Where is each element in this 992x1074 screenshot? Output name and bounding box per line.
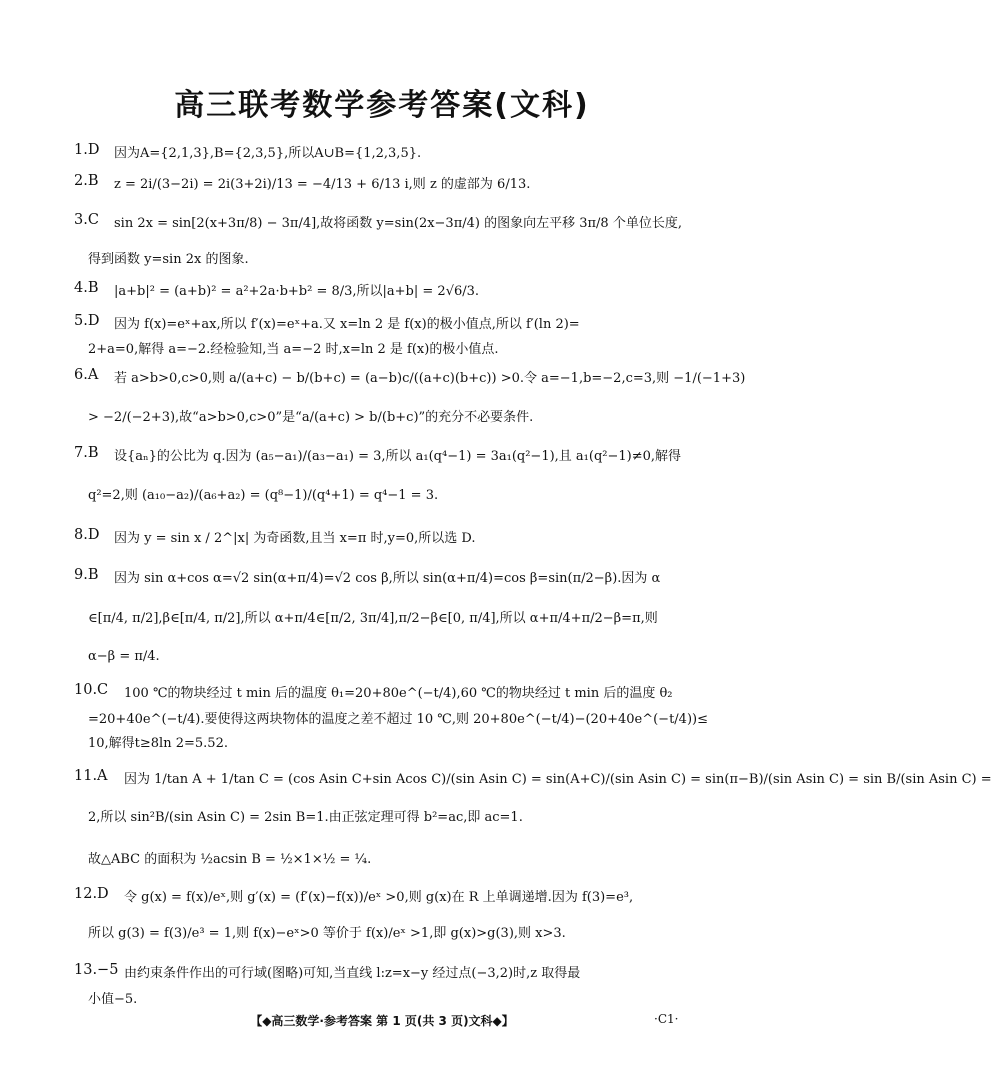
answer-text: z = 2i/(3−2i) = 2i(3+2i)/13 = −4/13 + 6/13 i,则 z 的虚部为 6/13.	[114, 177, 531, 192]
answer-number: 4.B	[74, 280, 99, 296]
answer-number: 11.A	[74, 768, 108, 784]
answer-number: 7.B	[74, 445, 99, 461]
answer-text: sin 2x = sin[2(x+3π/8) − 3π/4],故将函数 y=sin(2x−3π/4) 的图象向左平移 3π/8 个单位长度,	[114, 216, 682, 231]
answer-text: 所以 g(3) = f(3)/e³ = 1,则 f(x)−eˣ>0 等价于 f(x)/eˣ >1,即 g(x)>g(3),则 x>3.	[88, 926, 566, 941]
answer-text: > −2/(−2+3),故“a>b>0,c>0”是“a/(a+c) > b/(b+c)”的充分不必要条件.	[88, 410, 534, 425]
answer-text: 因为 y = sin x / 2^|x| 为奇函数,且当 x=π 时,y=0,所以选 D.	[114, 531, 476, 546]
answer-text: 100 ℃的物块经过 t min 后的温度 θ₁=20+80e^(−t/4),60 ℃的物块经过 t min 后的温度 θ₂	[124, 686, 673, 701]
answer-text: |a+b|² = (a+b)² = a²+2a·b+b² = 8/3,所以|a+b| = 2√6/3.	[114, 284, 480, 299]
answer-text: 因为 sin α+cos α=√2 sin(α+π/4)=√2 cos β,所以 sin(α+π/4)=cos β=sin(π/2−β).因为 α	[114, 571, 661, 586]
answer-number: 1.D	[74, 142, 100, 158]
answer-number: 10.C	[74, 682, 109, 698]
answer-text: 设{aₙ}的公比为 q.因为 (a₅−a₁)/(a₃−a₁) = 3,所以 a₁(q⁴−1) = 3a₁(q²−1),且 a₁(q²−1)≠0,解得	[114, 449, 682, 464]
answer-number: 2.B	[74, 173, 99, 189]
answer-number: 3.C	[74, 212, 99, 228]
answer-text: 因为 f(x)=eˣ+ax,所以 f′(x)=eˣ+a.又 x=ln 2 是 f(x)的极小值点,所以 f′(ln 2)=	[114, 317, 580, 332]
page-code: ·C1·	[654, 1012, 679, 1026]
answer-text: 小值−5.	[88, 992, 138, 1007]
page-title: 高三联考数学参考答案(文科)	[174, 88, 590, 123]
answer-text: 10,解得t≥8ln 2=5.52.	[88, 736, 228, 751]
answer-text: 因为A={2,1,3},B={2,3,5},所以A∪B={1,2,3,5}.	[114, 146, 422, 161]
answer-text: 由约束条件作出的可行域(图略)可知,当直线 l:z=x−y 经过点(−3,2)时,z 取得最	[124, 966, 581, 981]
answer-text: =20+40e^(−t/4).要使得这两块物体的温度之差不超过 10 ℃,则 20+80e^(−t/4)−(20+40e^(−t/4))≤	[88, 712, 708, 727]
answer-number: 9.B	[74, 567, 99, 583]
answer-number: 6.A	[74, 367, 99, 383]
answer-text: 2,所以 sin²B/(sin Asin C) = 2sin B=1.由正弦定理可得 b²=ac,即 ac=1.	[88, 810, 523, 825]
answer-text: q²=2,则 (a₁₀−a₂)/(a₆+a₂) = (q⁸−1)/(q⁴+1) = q⁴−1 = 3.	[88, 488, 439, 503]
answer-text: 若 a>b>0,c>0,则 a/(a+c) − b/(b+c) = (a−b)c/((a+c)(b+c)) >0.令 a=−1,b=−2,c=3,则 −1/(−1+3)	[114, 371, 746, 386]
answer-number: 8.D	[74, 527, 100, 543]
answer-text: 因为 1/tan A + 1/tan C = (cos Asin C+sin Acos C)/(sin Asin C) = sin(A+C)/(sin Asin C) = sin(π−B)/(sin Asin C) = sin B/(sin Asin C) =	[124, 772, 992, 787]
answer-number: 12.D	[74, 886, 109, 902]
answer-text: 2+a=0,解得 a=−2.经检验知,当 a=−2 时,x=ln 2 是 f(x)的极小值点.	[88, 342, 499, 357]
answer-number: 5.D	[74, 313, 100, 329]
answer-text: 得到函数 y=sin 2x 的图象.	[88, 252, 249, 267]
footer: 【◆高三数学·参考答案 第 1 页(共 3 页)文科◆】	[250, 1014, 514, 1028]
answer-text: ∈[π/4, π/2],β∈[π/4, π/2],所以 α+π/4∈[π/2, 3π/4],π/2−β∈[0, π/4],所以 α+π/4+π/2−β=π,则	[88, 611, 658, 626]
answer-text: 令 g(x) = f(x)/eˣ,则 g′(x) = (f′(x)−f(x))/eˣ >0,则 g(x)在 R 上单调递增.因为 f(3)=e³,	[124, 890, 634, 905]
answer-number: 13.−5	[74, 962, 119, 978]
answer-text: 故△ABC 的面积为 ½acsin B = ½×1×½ = ¼.	[88, 852, 372, 867]
answer-text: α−β = π/4.	[88, 649, 160, 664]
